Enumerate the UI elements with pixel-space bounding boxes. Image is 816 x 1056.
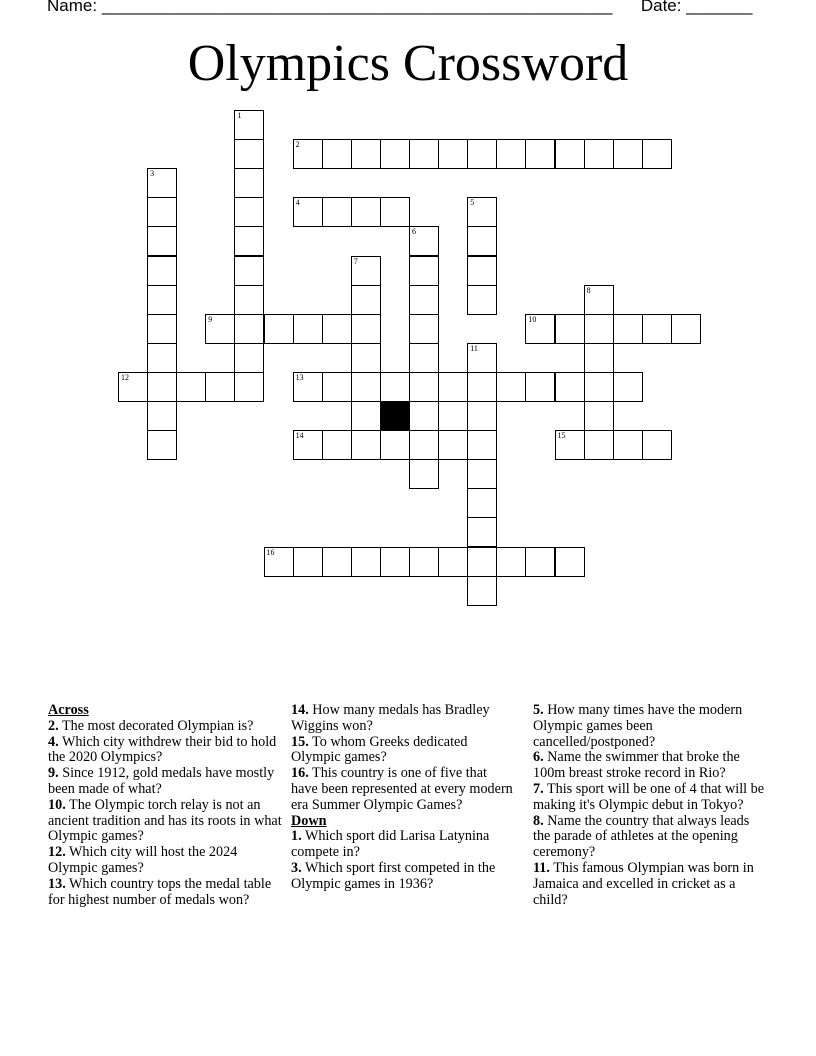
grid-cell[interactable] (409, 285, 439, 315)
grid-cell[interactable] (467, 459, 497, 489)
grid-cell[interactable] (555, 314, 585, 344)
grid-cell[interactable] (293, 197, 323, 227)
grid-cell[interactable] (584, 343, 614, 373)
grid-cell[interactable] (525, 314, 555, 344)
grid-cell[interactable] (642, 314, 672, 344)
grid-cell[interactable] (293, 372, 323, 402)
grid-cell[interactable] (438, 430, 468, 460)
grid-cell[interactable] (234, 314, 264, 344)
name-blank[interactable]: ______________________________________________________ (101, 0, 613, 15)
clue-column-2 (291, 703, 517, 893)
grid-cell[interactable] (147, 314, 177, 344)
grid-cell[interactable] (496, 372, 526, 402)
grid-cell[interactable] (613, 314, 643, 344)
clue-down-5: 5. How many times have the modern Olympic games been cancelled/postponed? (533, 702, 743, 750)
grid-cell[interactable] (147, 168, 177, 198)
grid-cell[interactable] (380, 430, 410, 460)
grid-cell[interactable] (234, 168, 264, 198)
grid-cell[interactable] (380, 139, 410, 169)
name-label: Name: (47, 0, 98, 15)
grid-cell[interactable] (351, 343, 381, 373)
grid-cell[interactable] (351, 547, 381, 577)
grid-cell[interactable] (293, 547, 323, 577)
grid-cell[interactable] (555, 139, 585, 169)
grid-cell[interactable] (147, 430, 177, 460)
clue-number: 16 (266, 547, 275, 557)
grid-cell[interactable] (293, 430, 323, 460)
grid-cell[interactable] (351, 430, 381, 460)
grid-cell[interactable] (584, 401, 614, 431)
grid-cell[interactable] (205, 372, 235, 402)
grid-cell[interactable] (467, 343, 497, 373)
clue-number: 10 (528, 314, 537, 324)
grid-cell[interactable] (351, 314, 381, 344)
clue-number: 7 (353, 256, 358, 266)
grid-cell[interactable] (147, 256, 177, 286)
clue-down-3: 3. Which sport first competed in the Olympic games in 1936? (291, 859, 496, 892)
clue-across-14: 14. How many medals has Bradley Wiggins won? (291, 702, 490, 734)
grid-cell[interactable] (322, 197, 352, 227)
grid-cell[interactable] (147, 401, 177, 431)
grid-cell[interactable] (351, 372, 381, 402)
clue-number: 2 (295, 140, 300, 150)
grid-cell[interactable] (555, 372, 585, 402)
date-blank[interactable]: _______ (686, 0, 753, 15)
grid-cell[interactable] (467, 256, 497, 286)
clue-across-15: 15. To whom Greeks dedicated Olympic games? (291, 733, 468, 766)
grid-cell[interactable] (118, 372, 148, 402)
clue-number: 13 (295, 372, 304, 382)
grid-cell[interactable] (613, 139, 643, 169)
clue-down-8: 8. Name the country that always leads the parade of athletes at the opening ceremony? (533, 812, 750, 861)
clue-across-9: 9. Since 1912, gold medals have mostly been made of what? (48, 765, 275, 797)
grid-cell[interactable] (147, 285, 177, 315)
grid-cell[interactable] (293, 139, 323, 169)
grid-cell[interactable] (351, 285, 381, 315)
grid-cell[interactable] (293, 314, 323, 344)
grid-cell[interactable] (467, 197, 497, 227)
grid-cell[interactable] (409, 401, 439, 431)
grid-cell[interactable] (467, 576, 497, 606)
grid-cell[interactable] (264, 314, 294, 344)
grid-cell[interactable] (234, 226, 264, 256)
grid-cell[interactable] (409, 314, 439, 344)
clue-across-10: 10. The Olympic torch relay is not an ancient tradition and has its roots in what Olympic games? (48, 796, 282, 845)
grid-cell[interactable] (642, 430, 672, 460)
clue-number: 4 (295, 198, 300, 208)
grid-cell[interactable] (555, 547, 585, 577)
grid-cell[interactable] (642, 139, 672, 169)
grid-cell[interactable] (438, 139, 468, 169)
grid-cell[interactable] (409, 459, 439, 489)
grid-cell[interactable] (205, 314, 235, 344)
grid-cell[interactable] (409, 547, 439, 577)
grid-cell[interactable] (409, 372, 439, 402)
grid-cell[interactable] (264, 547, 294, 577)
grid-cell[interactable] (147, 197, 177, 227)
page-title: Olympics Crossword (187, 35, 629, 92)
clue-number: 5 (470, 198, 475, 208)
grid-cell[interactable] (467, 547, 497, 577)
clue-number: 6 (412, 227, 416, 237)
grid-cell[interactable] (234, 197, 264, 227)
grid-cell[interactable] (525, 139, 555, 169)
grid-cell[interactable] (322, 372, 352, 402)
grid-cell[interactable] (409, 430, 439, 460)
grid-cell[interactable] (467, 488, 497, 518)
clue-down-7: 7. This sport will be one of 4 that will be making it's Olympic debut in Tokyo? (533, 780, 765, 813)
grid-cell[interactable] (351, 139, 381, 169)
grid-cell[interactable] (147, 226, 177, 256)
grid-cell[interactable] (613, 372, 643, 402)
grid-cell[interactable] (409, 256, 439, 286)
grid-cell[interactable] (467, 401, 497, 431)
grid-cell[interactable] (234, 343, 264, 373)
grid-cell[interactable] (438, 547, 468, 577)
grid-cell[interactable] (409, 139, 439, 169)
grid-cell[interactable] (467, 285, 497, 315)
down-heading: Down (291, 812, 327, 829)
grid-cell[interactable] (525, 547, 555, 577)
grid-cell[interactable] (234, 256, 264, 286)
grid-cell[interactable] (147, 372, 177, 402)
grid-cell[interactable] (322, 139, 352, 169)
clue-number: 1 (237, 111, 242, 120)
grid-cell[interactable] (467, 517, 497, 547)
grid-cell[interactable] (234, 372, 264, 402)
grid-cell[interactable] (467, 430, 497, 460)
grid-cell[interactable] (176, 372, 206, 402)
grid-cell[interactable] (409, 226, 439, 256)
grid-cell[interactable] (496, 547, 526, 577)
grid-cell[interactable] (467, 226, 497, 256)
grid-cell[interactable] (584, 430, 614, 460)
grid-cell[interactable] (322, 314, 352, 344)
header-line (47, 0, 752, 16)
grid-cell[interactable] (351, 256, 381, 286)
grid-cell[interactable] (496, 139, 526, 169)
grid-cell[interactable] (147, 343, 177, 373)
grid-cell[interactable] (380, 372, 410, 402)
clue-number: 9 (208, 314, 213, 324)
clue-across-16: 16. This country is one of five that have been represented at every modern era Summer Olympic Games? (291, 765, 513, 813)
clue-number: 12 (121, 372, 129, 382)
clue-number: 15 (557, 431, 566, 441)
grid-cell[interactable] (467, 372, 497, 402)
grid-cell[interactable] (671, 314, 701, 344)
clue-across-2: 2. The most decorated Olympian is? (48, 717, 254, 734)
black-square (380, 401, 410, 431)
grid-cell[interactable] (613, 430, 643, 460)
clue-column-3 (533, 703, 769, 908)
clue-across-4: 4. Which city withdrew their bid to hold the 2020 Olympics? (48, 733, 277, 766)
grid-cell[interactable] (351, 401, 381, 431)
clue-down-6: 6. Name the swimmer that broke the 100m breast stroke record in Rio? (533, 749, 740, 782)
clue-across-13: 13. Which country tops the medal table for highest number of medals won? (48, 875, 272, 908)
grid-cell[interactable] (351, 197, 381, 227)
grid-cell[interactable] (584, 372, 614, 402)
grid-cell[interactable] (467, 139, 497, 169)
grid-cell[interactable] (322, 430, 352, 460)
grid-cell[interactable] (234, 110, 264, 140)
grid-cell[interactable] (234, 139, 264, 169)
date-label: Date: (640, 0, 682, 15)
clue-column-1 (48, 703, 284, 908)
clue-number: 11 (470, 343, 478, 353)
grid-cell[interactable] (380, 197, 410, 227)
grid-cell[interactable] (584, 285, 614, 315)
clue-number: 14 (295, 431, 304, 441)
grid-cell[interactable] (584, 314, 614, 344)
grid-cell[interactable] (234, 285, 264, 315)
grid-cell[interactable] (555, 430, 585, 460)
clue-down-1: 1. Which sport did Larisa Latynina compete in? (291, 828, 490, 861)
clue-across-12: 12. Which city will host the 2024 Olympic games? (48, 844, 238, 876)
grid-cell[interactable] (584, 139, 614, 169)
grid-cell[interactable] (409, 343, 439, 373)
grid-cell[interactable] (322, 547, 352, 577)
clue-down-11: 11. This famous Olympian was born in Jamaica and excelled in cricket as a child? (533, 859, 754, 908)
across-heading: Across (48, 702, 89, 718)
grid-cell[interactable] (525, 372, 555, 402)
grid-cell[interactable] (438, 372, 468, 402)
clue-number: 3 (150, 169, 155, 179)
grid-cell[interactable] (380, 547, 410, 577)
clue-number: 8 (586, 285, 591, 295)
